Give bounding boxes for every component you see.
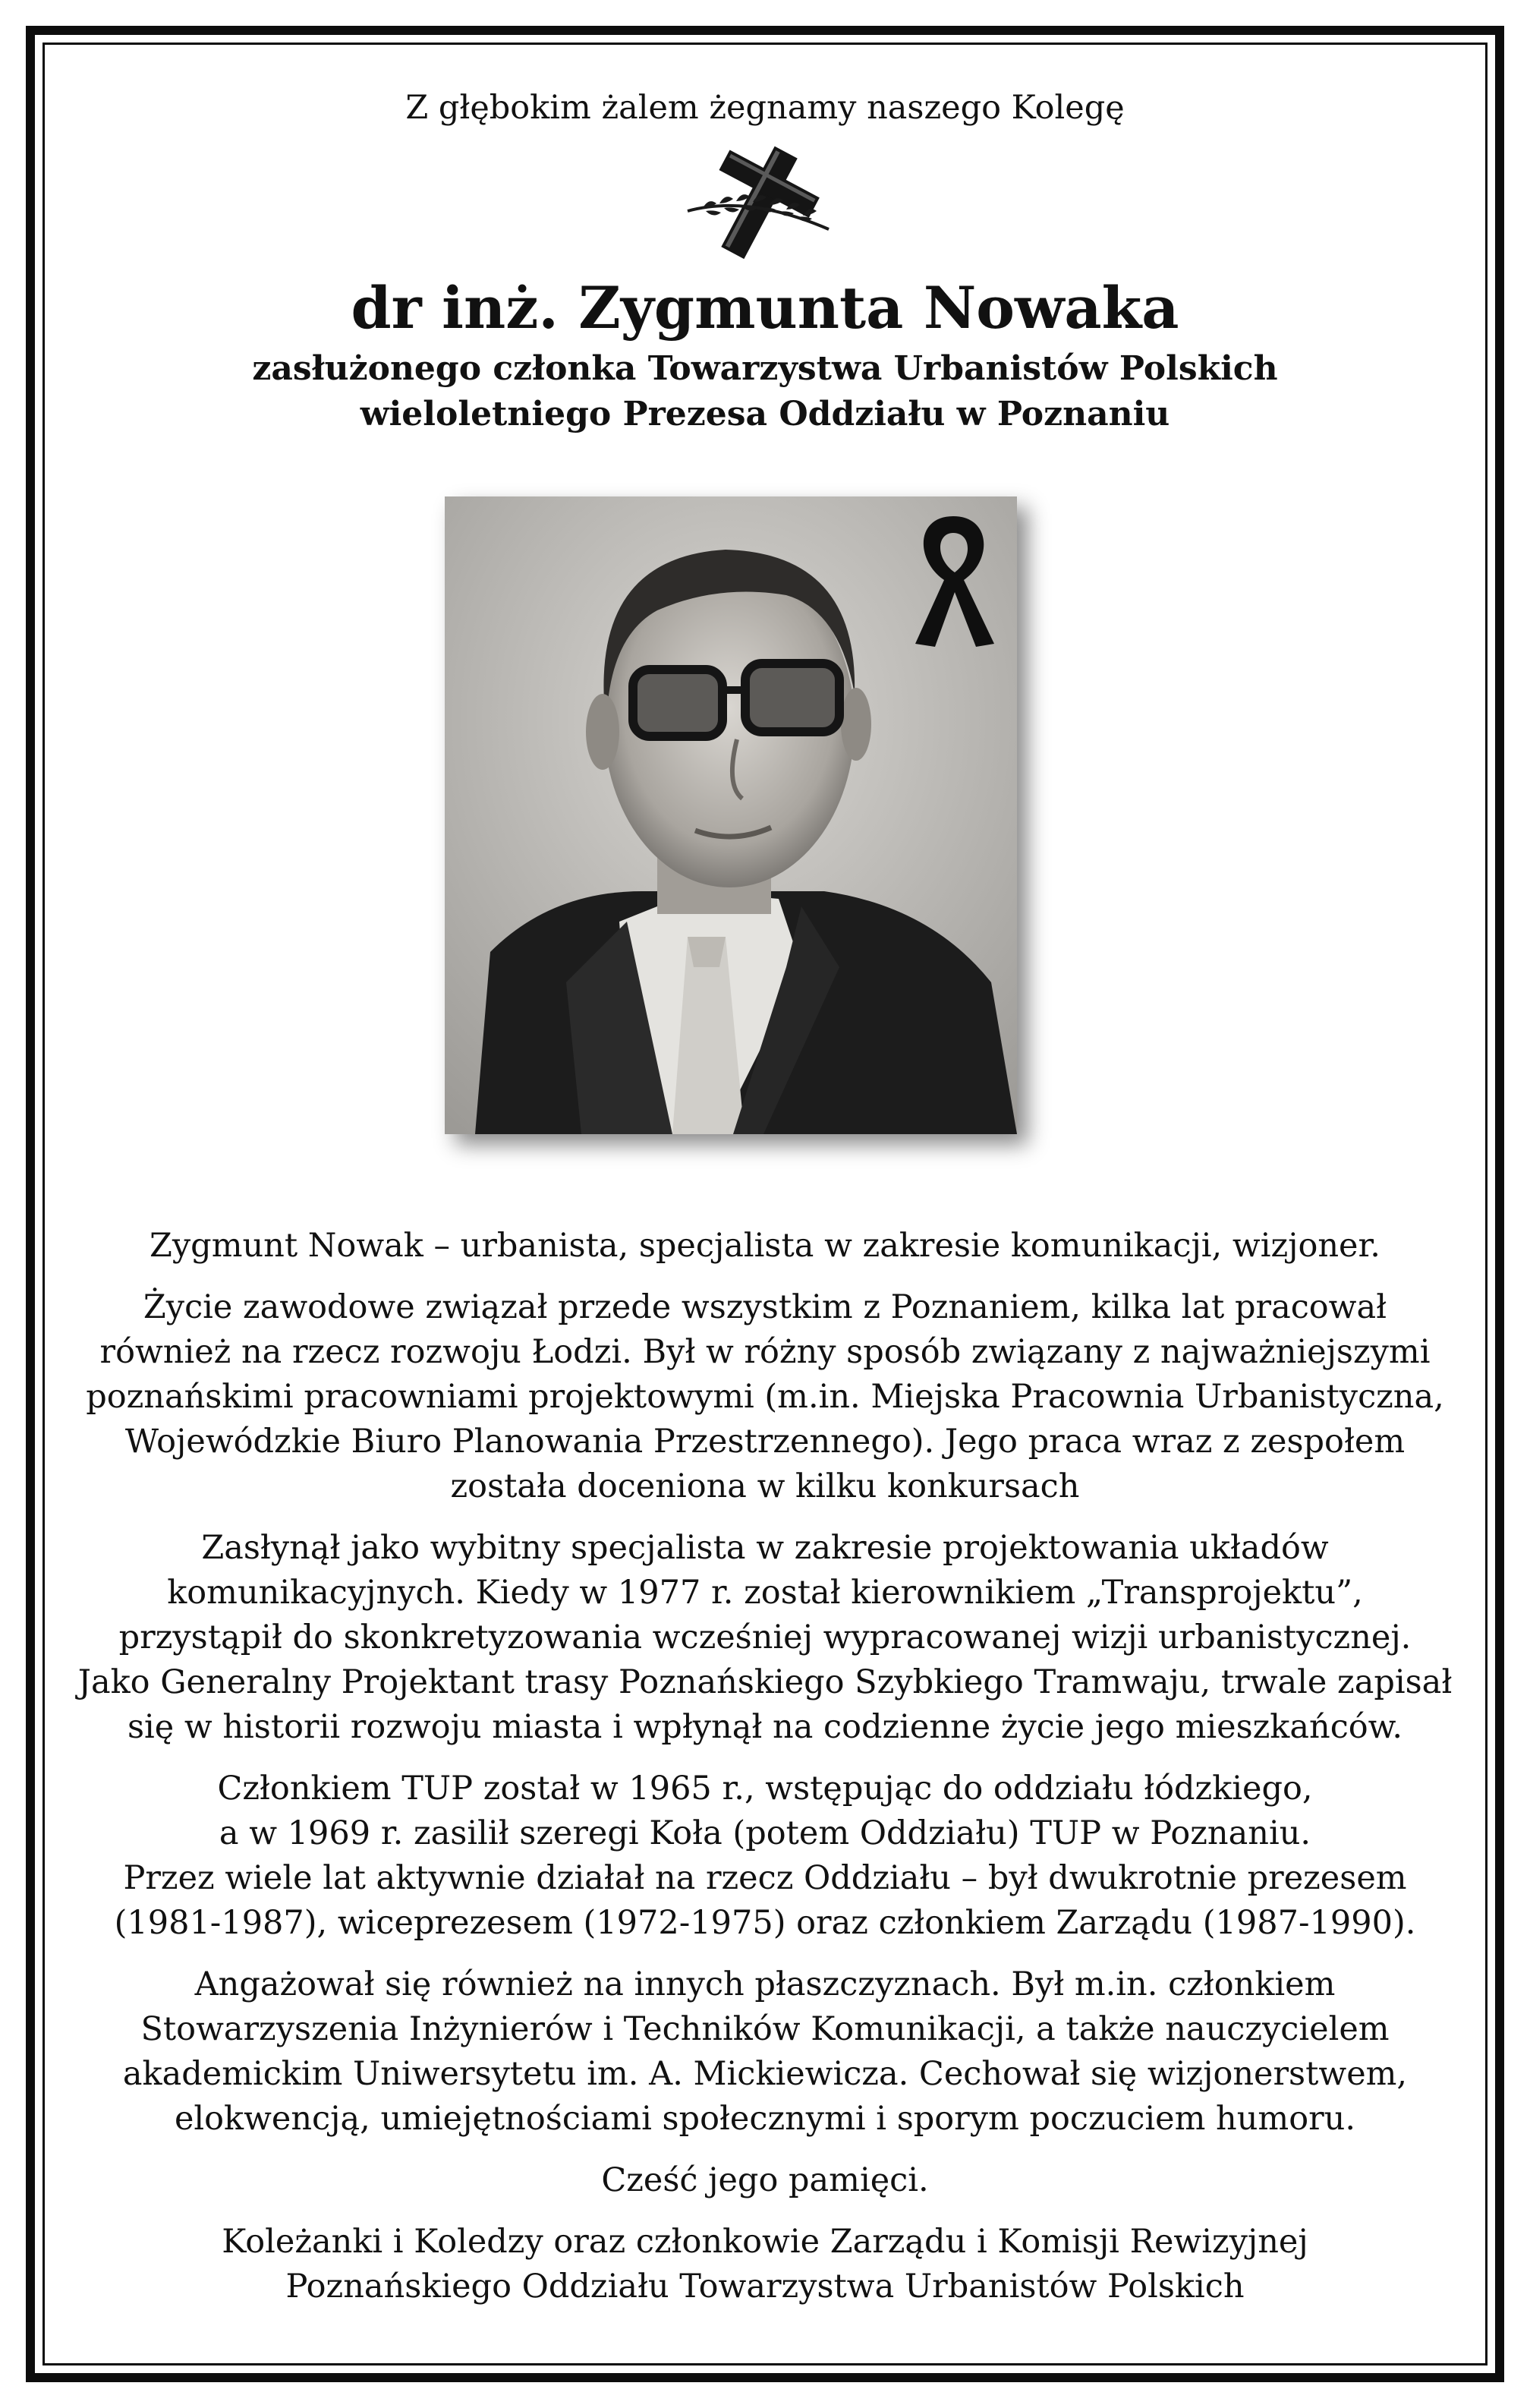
text-line: komunikacyjnych. Kiedy w 1977 r. został kierownikiem „Transprojektu”, xyxy=(167,1574,1363,1612)
paragraph xyxy=(0,2220,1530,2309)
obituary-body xyxy=(0,1224,1530,2326)
text-line: (1981-1987), wiceprezesem (1972-1975) oraz członkiem Zarządu (1987-1990). xyxy=(114,1904,1416,1942)
paragraph xyxy=(0,1767,1530,1946)
text-line: Poznańskiego Oddziału Towarzystwa Urbanistów Polskich xyxy=(285,2268,1245,2306)
deceased-name: dr inż. Zygmunta Nowaka xyxy=(351,274,1179,342)
text-line: Członkiem TUP został w 1965 r., wstępując do oddziału łódzkiego, xyxy=(217,1770,1313,1808)
text-line: się w historii rozwoju miasta i wpłynął na codzienne życie jego mieszkańców. xyxy=(127,1708,1403,1746)
text-line: przystąpił do skonkretyzowania wcześniej wypracowanej wizji urbanistycznej. xyxy=(118,1618,1412,1656)
text-line: Angażował się również na innych płaszczyznach. Był m.in. członkiem xyxy=(194,1965,1336,2003)
text-line: została doceniona w kilku konkursach xyxy=(450,1467,1080,1505)
subtitle-line: wieloletniego Prezesa Oddziału w Poznaniu xyxy=(360,395,1170,433)
subtitle xyxy=(0,346,1530,437)
black-mourning-ribbon-icon xyxy=(908,507,999,651)
text-line: elokwencją, umiejętnościami społecznymi i sporym poczuciem humoru. xyxy=(174,2100,1356,2138)
text-line: Zasłynął jako wybitny specjalista w zakresie projektowania układów xyxy=(201,1529,1329,1567)
subtitle-line: zasłużonego członka Towarzystwa Urbanistów Polskich xyxy=(252,349,1278,388)
text-line: Koleżanki i Koledzy oraz członkowie Zarządu i Komisji Rewizyjnej xyxy=(222,2223,1308,2261)
text-line: Wojewódzkie Biuro Planowania Przestrzennego). Jego praca wraz z zespołem xyxy=(124,1423,1406,1461)
paragraph xyxy=(0,1526,1530,1750)
cross-with-palm-icon xyxy=(680,141,839,263)
text-line: Przez wiele lat aktywnie działał na rzecz Oddziału – był dwukrotnie prezesem xyxy=(123,1859,1407,1897)
text-line: Życie zawodowe związał przede wszystkim z Poznaniem, kilka lat pracował xyxy=(143,1288,1387,1326)
paragraph xyxy=(0,1962,1530,2142)
text-line: a w 1969 r. zasilił szeregi Koła (potem Oddziału) TUP w Poznaniu. xyxy=(219,1814,1311,1852)
text-line: Stowarzyszenia Inżynierów i Techników Komunikacji, a także nauczycielem xyxy=(140,2010,1390,2048)
text-line: Zygmunt Nowak – urbanista, specjalista w zakresie komunikacji, wizjoner. xyxy=(150,1227,1380,1265)
text-line: również na rzecz rozwoju Łodzi. Był w różny sposób związany z najważniejszymi xyxy=(99,1333,1431,1371)
text-line: Cześć jego pamięci. xyxy=(601,2161,929,2199)
paragraph xyxy=(0,2158,1530,2203)
paragraph xyxy=(0,1285,1530,1509)
text-line: poznańskimi pracowniami projektowymi (m.in. Miejska Pracownia Urbanistyczna, xyxy=(86,1378,1444,1416)
text-line: Jako Generalny Projektant trasy Poznańskiego Szybkiego Tramwaju, trwale zapisał xyxy=(77,1663,1453,1701)
text-line: akademickim Uniwersytetu im. A. Mickiewicza. Cechował się wizjonerstwem, xyxy=(122,2055,1408,2093)
intro-line: Z głębokim żalem żegnamy naszego Kolegę xyxy=(405,89,1125,127)
paragraph xyxy=(0,1224,1530,1269)
